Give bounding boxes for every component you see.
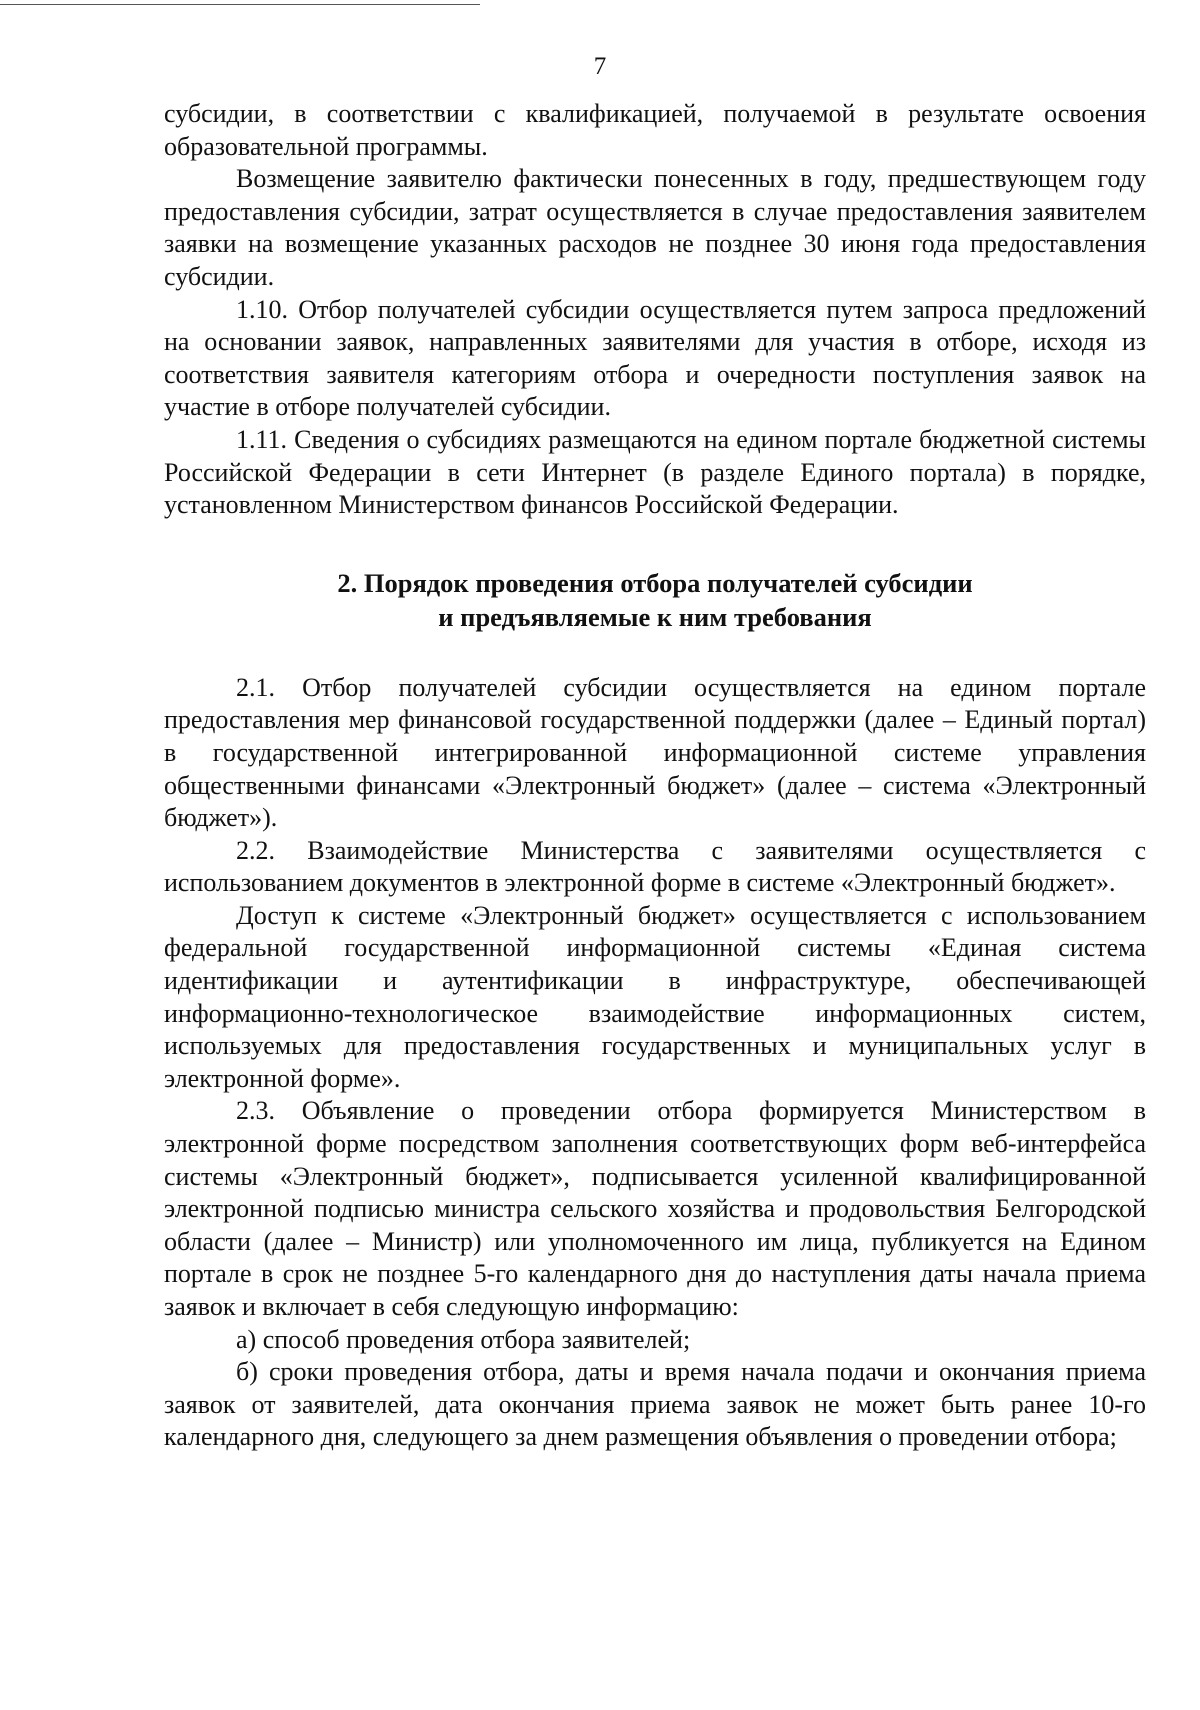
paragraph-2-1: 2.1. Отбор получателей субсидии осуществляется на едином портале предоставления мер финансовой государственной поддержки (далее – Единый портал) в государственной интегрированной информационной системе управления общественными финансами «Электронный бюджет» (далее – система «Электронный бюджет»). (164, 672, 1146, 833)
document-body (164, 98, 1146, 1454)
paragraph-access: Доступ к системе «Электронный бюджет» осуществляется с использованием федеральной государственной информационной системы «Единая система идентификации и аутентификации в инфраструктуре, обеспечивающей информационно-технологическое взаимодействие информационных систем, используемых для предоставления государственных и муниципальных услуг в электронной форме». (164, 900, 1146, 1093)
section-heading (164, 566, 1146, 634)
section-heading-line-2: и предъявляемые к ним требования (438, 601, 872, 632)
page-number: 7 (593, 53, 607, 80)
list-item-b: б) сроки проведения отбора, даты и время начала подачи и окончания приема заявок от заявителей, дата окончания приема заявок не может быть ранее 10-го календарного дня, следующего за днем размещения объявления о проведении отбора; (164, 1357, 1146, 1452)
paragraph-2-3: 2.3. Объявление о проведении отбора формируется Министерством в электронной форме посредством заполнения соответствующих форм веб-интерфейса системы «Электронный бюджет», подписывается усиленной квалифицированной электронной подписью министра сельского хозяйства и продовольствия Белгородской области (далее – Министр) или уполномоченного им лица, публикуется на Едином портале в срок не позднее 5-го календарного дня до наступления даты начала приема заявок и включает в себя следующую информацию: (164, 1096, 1146, 1321)
paragraph-1-10: 1.10. Отбор получателей субсидии осуществляется путем запроса предложений на основании заявок, направленных заявителями для участия в отборе, исходя из соответствия заявителя категориям отбора и очередности поступления заявок на участие в отборе получателей субсидии. (164, 294, 1146, 422)
paragraph-1-11: 1.11. Сведения о субсидиях размещаются на едином портале бюджетной системы Российской Федерации в сети Интернет (в разделе Единого портала) в порядке, установленном Министерством финансов Российской Федерации. (164, 424, 1146, 520)
section-heading-line-1: 2. Порядок проведения отбора получателей субсидии (337, 567, 973, 598)
paragraph-continuation: субсидии, в соответствии с квалификацией, получаемой в результате освоения образовательной программы. (164, 99, 1146, 161)
list-item-a: а) способ проведения отбора заявителей; (236, 1324, 691, 1354)
top-edge-rule (0, 4, 480, 5)
paragraph-reimbursement: Возмещение заявителю фактически понесенных в году, предшествующем году предоставления субсидии, затрат осуществляется в случае предоставления заявителем заявки на возмещение указанных расходов не позднее 30 июня года предоставления субсидии. (164, 164, 1146, 291)
paragraph-2-2: 2.2. Взаимодействие Министерства с заявителями осуществляется с использованием документов в электронной форме в системе «Электронный бюджет». (164, 835, 1146, 898)
